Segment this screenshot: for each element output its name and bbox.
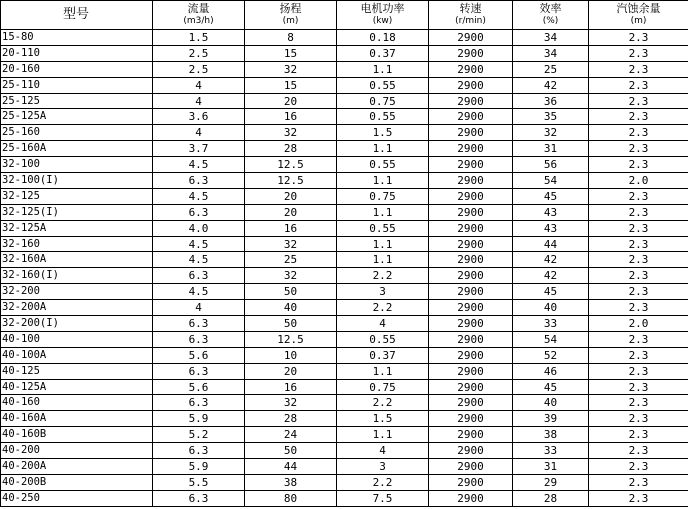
cell-flow: 6.3 (153, 490, 245, 506)
cell-power: 0.75 (337, 379, 429, 395)
header-flow-title: 流量 (187, 2, 210, 15)
cell-speed: 2900 (429, 173, 513, 189)
cell-head: 24 (245, 427, 337, 443)
cell-head: 16 (245, 109, 337, 125)
cell-power: 1.1 (337, 173, 429, 189)
cell-model: 25-160 (1, 125, 153, 141)
cell-model: 32-160 (1, 236, 153, 252)
cell-head: 12.5 (245, 157, 337, 173)
table-row (1, 141, 688, 157)
table-row (1, 188, 688, 204)
cell-efficiency: 52 (513, 347, 589, 363)
header-head-title: 扬程 (279, 2, 302, 15)
cell-head: 20 (245, 204, 337, 220)
header-efficiency-unit: (%) (542, 16, 559, 26)
header-npsh (589, 1, 688, 30)
cell-speed: 2900 (429, 331, 513, 347)
cell-power: 2.2 (337, 395, 429, 411)
cell-npsh: 2.3 (589, 30, 688, 46)
cell-flow: 4.5 (153, 252, 245, 268)
cell-efficiency: 25 (513, 61, 589, 77)
cell-head: 15 (245, 45, 337, 61)
header-head-unit: (m) (282, 16, 299, 26)
cell-power: 1.5 (337, 125, 429, 141)
cell-model: 40-100A (1, 347, 153, 363)
cell-speed: 2900 (429, 93, 513, 109)
cell-flow: 4 (153, 125, 245, 141)
cell-power: 0.55 (337, 157, 429, 173)
cell-head: 32 (245, 236, 337, 252)
cell-flow: 5.6 (153, 379, 245, 395)
table-row (1, 93, 688, 109)
cell-efficiency: 54 (513, 173, 589, 189)
cell-npsh: 2.0 (589, 173, 688, 189)
cell-speed: 2900 (429, 125, 513, 141)
cell-model: 20-110 (1, 45, 153, 61)
table-row (1, 30, 688, 46)
cell-flow: 4.5 (153, 236, 245, 252)
header-row (1, 1, 688, 30)
cell-speed: 2900 (429, 204, 513, 220)
cell-head: 32 (245, 61, 337, 77)
cell-speed: 2900 (429, 236, 513, 252)
cell-head: 40 (245, 300, 337, 316)
table-row (1, 443, 688, 459)
table-row (1, 268, 688, 284)
cell-flow: 4.5 (153, 157, 245, 173)
cell-efficiency: 34 (513, 45, 589, 61)
header-flow-unit: (m3/h) (183, 16, 214, 26)
cell-model: 25-110 (1, 77, 153, 93)
cell-npsh: 2.3 (589, 188, 688, 204)
cell-power: 1.1 (337, 204, 429, 220)
cell-speed: 2900 (429, 427, 513, 443)
cell-flow: 3.7 (153, 141, 245, 157)
table-row (1, 331, 688, 347)
cell-model: 40-100 (1, 331, 153, 347)
cell-npsh: 2.3 (589, 363, 688, 379)
cell-speed: 2900 (429, 395, 513, 411)
table-row (1, 474, 688, 490)
cell-power: 0.75 (337, 188, 429, 204)
cell-head: 50 (245, 443, 337, 459)
cell-speed: 2900 (429, 474, 513, 490)
cell-flow: 2.5 (153, 61, 245, 77)
header-power-unit: (kw) (372, 16, 393, 26)
cell-flow: 4.5 (153, 284, 245, 300)
table-row (1, 395, 688, 411)
cell-efficiency: 39 (513, 411, 589, 427)
cell-efficiency: 45 (513, 379, 589, 395)
cell-power: 0.18 (337, 30, 429, 46)
header-efficiency (513, 1, 589, 30)
cell-npsh: 2.3 (589, 204, 688, 220)
cell-power: 4 (337, 443, 429, 459)
table-row (1, 316, 688, 332)
cell-flow: 5.2 (153, 427, 245, 443)
cell-npsh: 2.3 (589, 284, 688, 300)
cell-power: 0.55 (337, 220, 429, 236)
cell-power: 7.5 (337, 490, 429, 506)
cell-flow: 5.6 (153, 347, 245, 363)
cell-model: 32-125 (1, 188, 153, 204)
cell-npsh: 2.3 (589, 347, 688, 363)
header-speed-title: 转速 (459, 2, 482, 15)
cell-efficiency: 35 (513, 109, 589, 125)
table-row (1, 173, 688, 189)
cell-power: 0.55 (337, 331, 429, 347)
cell-model: 32-160A (1, 252, 153, 268)
cell-npsh: 2.3 (589, 395, 688, 411)
table-row (1, 300, 688, 316)
cell-model: 15-80 (1, 30, 153, 46)
cell-efficiency: 43 (513, 220, 589, 236)
cell-npsh: 2.3 (589, 331, 688, 347)
cell-flow: 6.3 (153, 204, 245, 220)
cell-npsh: 2.3 (589, 61, 688, 77)
cell-power: 0.37 (337, 347, 429, 363)
cell-model: 40-125 (1, 363, 153, 379)
cell-power: 0.75 (337, 93, 429, 109)
cell-efficiency: 44 (513, 236, 589, 252)
cell-flow: 4.5 (153, 188, 245, 204)
header-power (337, 1, 429, 30)
cell-flow: 4.0 (153, 220, 245, 236)
cell-flow: 6.3 (153, 316, 245, 332)
cell-speed: 2900 (429, 109, 513, 125)
cell-speed: 2900 (429, 188, 513, 204)
table-row (1, 427, 688, 443)
cell-head: 44 (245, 459, 337, 475)
cell-flow: 6.3 (153, 363, 245, 379)
cell-efficiency: 56 (513, 157, 589, 173)
cell-model: 32-100(I) (1, 173, 153, 189)
cell-efficiency: 29 (513, 474, 589, 490)
cell-npsh: 2.3 (589, 411, 688, 427)
table-row (1, 411, 688, 427)
cell-head: 10 (245, 347, 337, 363)
cell-efficiency: 38 (513, 427, 589, 443)
cell-power: 1.5 (337, 411, 429, 427)
cell-head: 12.5 (245, 331, 337, 347)
cell-head: 20 (245, 93, 337, 109)
cell-model: 32-200(I) (1, 316, 153, 332)
cell-head: 28 (245, 411, 337, 427)
cell-model: 40-200A (1, 459, 153, 475)
cell-power: 1.1 (337, 427, 429, 443)
cell-efficiency: 42 (513, 268, 589, 284)
cell-flow: 6.3 (153, 173, 245, 189)
cell-head: 20 (245, 188, 337, 204)
cell-npsh: 2.3 (589, 125, 688, 141)
cell-power: 4 (337, 316, 429, 332)
table-row (1, 220, 688, 236)
table-row (1, 61, 688, 77)
cell-model: 25-160A (1, 141, 153, 157)
table-row (1, 363, 688, 379)
cell-npsh: 2.3 (589, 490, 688, 506)
cell-flow: 5.9 (153, 411, 245, 427)
cell-head: 32 (245, 268, 337, 284)
cell-head: 12.5 (245, 173, 337, 189)
cell-head: 50 (245, 284, 337, 300)
cell-model: 32-125(I) (1, 204, 153, 220)
cell-npsh: 2.3 (589, 474, 688, 490)
cell-speed: 2900 (429, 157, 513, 173)
cell-head: 15 (245, 77, 337, 93)
cell-head: 80 (245, 490, 337, 506)
cell-flow: 4 (153, 77, 245, 93)
table-row (1, 284, 688, 300)
cell-speed: 2900 (429, 61, 513, 77)
cell-efficiency: 46 (513, 363, 589, 379)
cell-head: 16 (245, 379, 337, 395)
cell-npsh: 2.0 (589, 316, 688, 332)
cell-model: 32-200 (1, 284, 153, 300)
cell-speed: 2900 (429, 45, 513, 61)
table-row (1, 252, 688, 268)
cell-model: 32-125A (1, 220, 153, 236)
cell-flow: 1.5 (153, 30, 245, 46)
cell-npsh: 2.3 (589, 45, 688, 61)
cell-efficiency: 45 (513, 284, 589, 300)
cell-speed: 2900 (429, 363, 513, 379)
cell-speed: 2900 (429, 411, 513, 427)
cell-efficiency: 36 (513, 93, 589, 109)
cell-npsh: 2.3 (589, 459, 688, 475)
cell-model: 25-125A (1, 109, 153, 125)
header-power-title: 电机功率 (360, 2, 405, 15)
cell-npsh: 2.3 (589, 93, 688, 109)
cell-power: 1.1 (337, 363, 429, 379)
cell-power: 2.2 (337, 474, 429, 490)
cell-power: 1.1 (337, 141, 429, 157)
cell-flow: 5.5 (153, 474, 245, 490)
cell-model: 40-125A (1, 379, 153, 395)
cell-flow: 3.6 (153, 109, 245, 125)
cell-power: 0.55 (337, 77, 429, 93)
cell-head: 32 (245, 395, 337, 411)
cell-efficiency: 54 (513, 331, 589, 347)
header-npsh-title: 汽蚀余量 (616, 2, 661, 15)
cell-flow: 6.3 (153, 395, 245, 411)
cell-power: 3 (337, 459, 429, 475)
table-row (1, 347, 688, 363)
cell-speed: 2900 (429, 316, 513, 332)
cell-head: 16 (245, 220, 337, 236)
cell-npsh: 2.3 (589, 300, 688, 316)
table-row (1, 109, 688, 125)
cell-head: 50 (245, 316, 337, 332)
table-row (1, 204, 688, 220)
cell-efficiency: 31 (513, 141, 589, 157)
cell-npsh: 2.3 (589, 268, 688, 284)
cell-speed: 2900 (429, 459, 513, 475)
cell-speed: 2900 (429, 30, 513, 46)
cell-efficiency: 31 (513, 459, 589, 475)
cell-npsh: 2.3 (589, 252, 688, 268)
cell-npsh: 2.3 (589, 236, 688, 252)
table-row (1, 236, 688, 252)
cell-efficiency: 33 (513, 443, 589, 459)
cell-model: 20-160 (1, 61, 153, 77)
cell-flow: 4 (153, 300, 245, 316)
cell-npsh: 2.3 (589, 379, 688, 395)
cell-npsh: 2.3 (589, 220, 688, 236)
table-row (1, 459, 688, 475)
cell-power: 1.1 (337, 252, 429, 268)
cell-head: 20 (245, 363, 337, 379)
cell-efficiency: 40 (513, 395, 589, 411)
cell-flow: 5.9 (153, 459, 245, 475)
cell-power: 3 (337, 284, 429, 300)
cell-model: 40-200B (1, 474, 153, 490)
header-speed-unit: (r/min) (455, 16, 486, 26)
cell-speed: 2900 (429, 220, 513, 236)
cell-speed: 2900 (429, 443, 513, 459)
cell-flow: 4 (153, 93, 245, 109)
cell-efficiency: 28 (513, 490, 589, 506)
cell-power: 1.1 (337, 61, 429, 77)
cell-speed: 2900 (429, 284, 513, 300)
cell-speed: 2900 (429, 347, 513, 363)
table-row (1, 45, 688, 61)
cell-efficiency: 33 (513, 316, 589, 332)
header-model-title: 型号 (63, 7, 90, 22)
cell-speed: 2900 (429, 268, 513, 284)
cell-npsh: 2.3 (589, 427, 688, 443)
cell-model: 32-100 (1, 157, 153, 173)
header-model (1, 1, 153, 30)
cell-flow: 6.3 (153, 331, 245, 347)
cell-efficiency: 42 (513, 77, 589, 93)
cell-efficiency: 42 (513, 252, 589, 268)
header-npsh-unit: (m) (630, 16, 647, 26)
cell-head: 38 (245, 474, 337, 490)
cell-npsh: 2.3 (589, 109, 688, 125)
cell-speed: 2900 (429, 490, 513, 506)
cell-npsh: 2.3 (589, 157, 688, 173)
table-row (1, 157, 688, 173)
cell-efficiency: 32 (513, 125, 589, 141)
cell-power: 2.2 (337, 268, 429, 284)
cell-speed: 2900 (429, 252, 513, 268)
cell-model: 32-160(I) (1, 268, 153, 284)
cell-speed: 2900 (429, 141, 513, 157)
header-head (245, 1, 337, 30)
cell-efficiency: 34 (513, 30, 589, 46)
header-speed (429, 1, 513, 30)
cell-npsh: 2.3 (589, 141, 688, 157)
cell-model: 40-160B (1, 427, 153, 443)
cell-flow: 6.3 (153, 268, 245, 284)
table-row (1, 490, 688, 506)
table-row (1, 125, 688, 141)
cell-power: 2.2 (337, 300, 429, 316)
table-row (1, 379, 688, 395)
cell-flow: 2.5 (153, 45, 245, 61)
cell-efficiency: 43 (513, 204, 589, 220)
cell-power: 0.37 (337, 45, 429, 61)
cell-head: 32 (245, 125, 337, 141)
table-row (1, 77, 688, 93)
cell-model: 40-200 (1, 443, 153, 459)
cell-model: 40-160A (1, 411, 153, 427)
cell-speed: 2900 (429, 77, 513, 93)
header-efficiency-title: 效率 (539, 2, 562, 15)
header-flow (153, 1, 245, 30)
cell-power: 0.55 (337, 109, 429, 125)
table-body (1, 30, 688, 507)
cell-flow: 6.3 (153, 443, 245, 459)
cell-npsh: 2.3 (589, 77, 688, 93)
cell-model: 32-200A (1, 300, 153, 316)
cell-efficiency: 40 (513, 300, 589, 316)
cell-head: 25 (245, 252, 337, 268)
cell-npsh: 2.3 (589, 443, 688, 459)
cell-model: 25-125 (1, 93, 153, 109)
cell-power: 1.1 (337, 236, 429, 252)
cell-model: 40-250 (1, 490, 153, 506)
cell-efficiency: 45 (513, 188, 589, 204)
cell-head: 8 (245, 30, 337, 46)
cell-speed: 2900 (429, 379, 513, 395)
cell-head: 28 (245, 141, 337, 157)
cell-speed: 2900 (429, 300, 513, 316)
cell-model: 40-160 (1, 395, 153, 411)
